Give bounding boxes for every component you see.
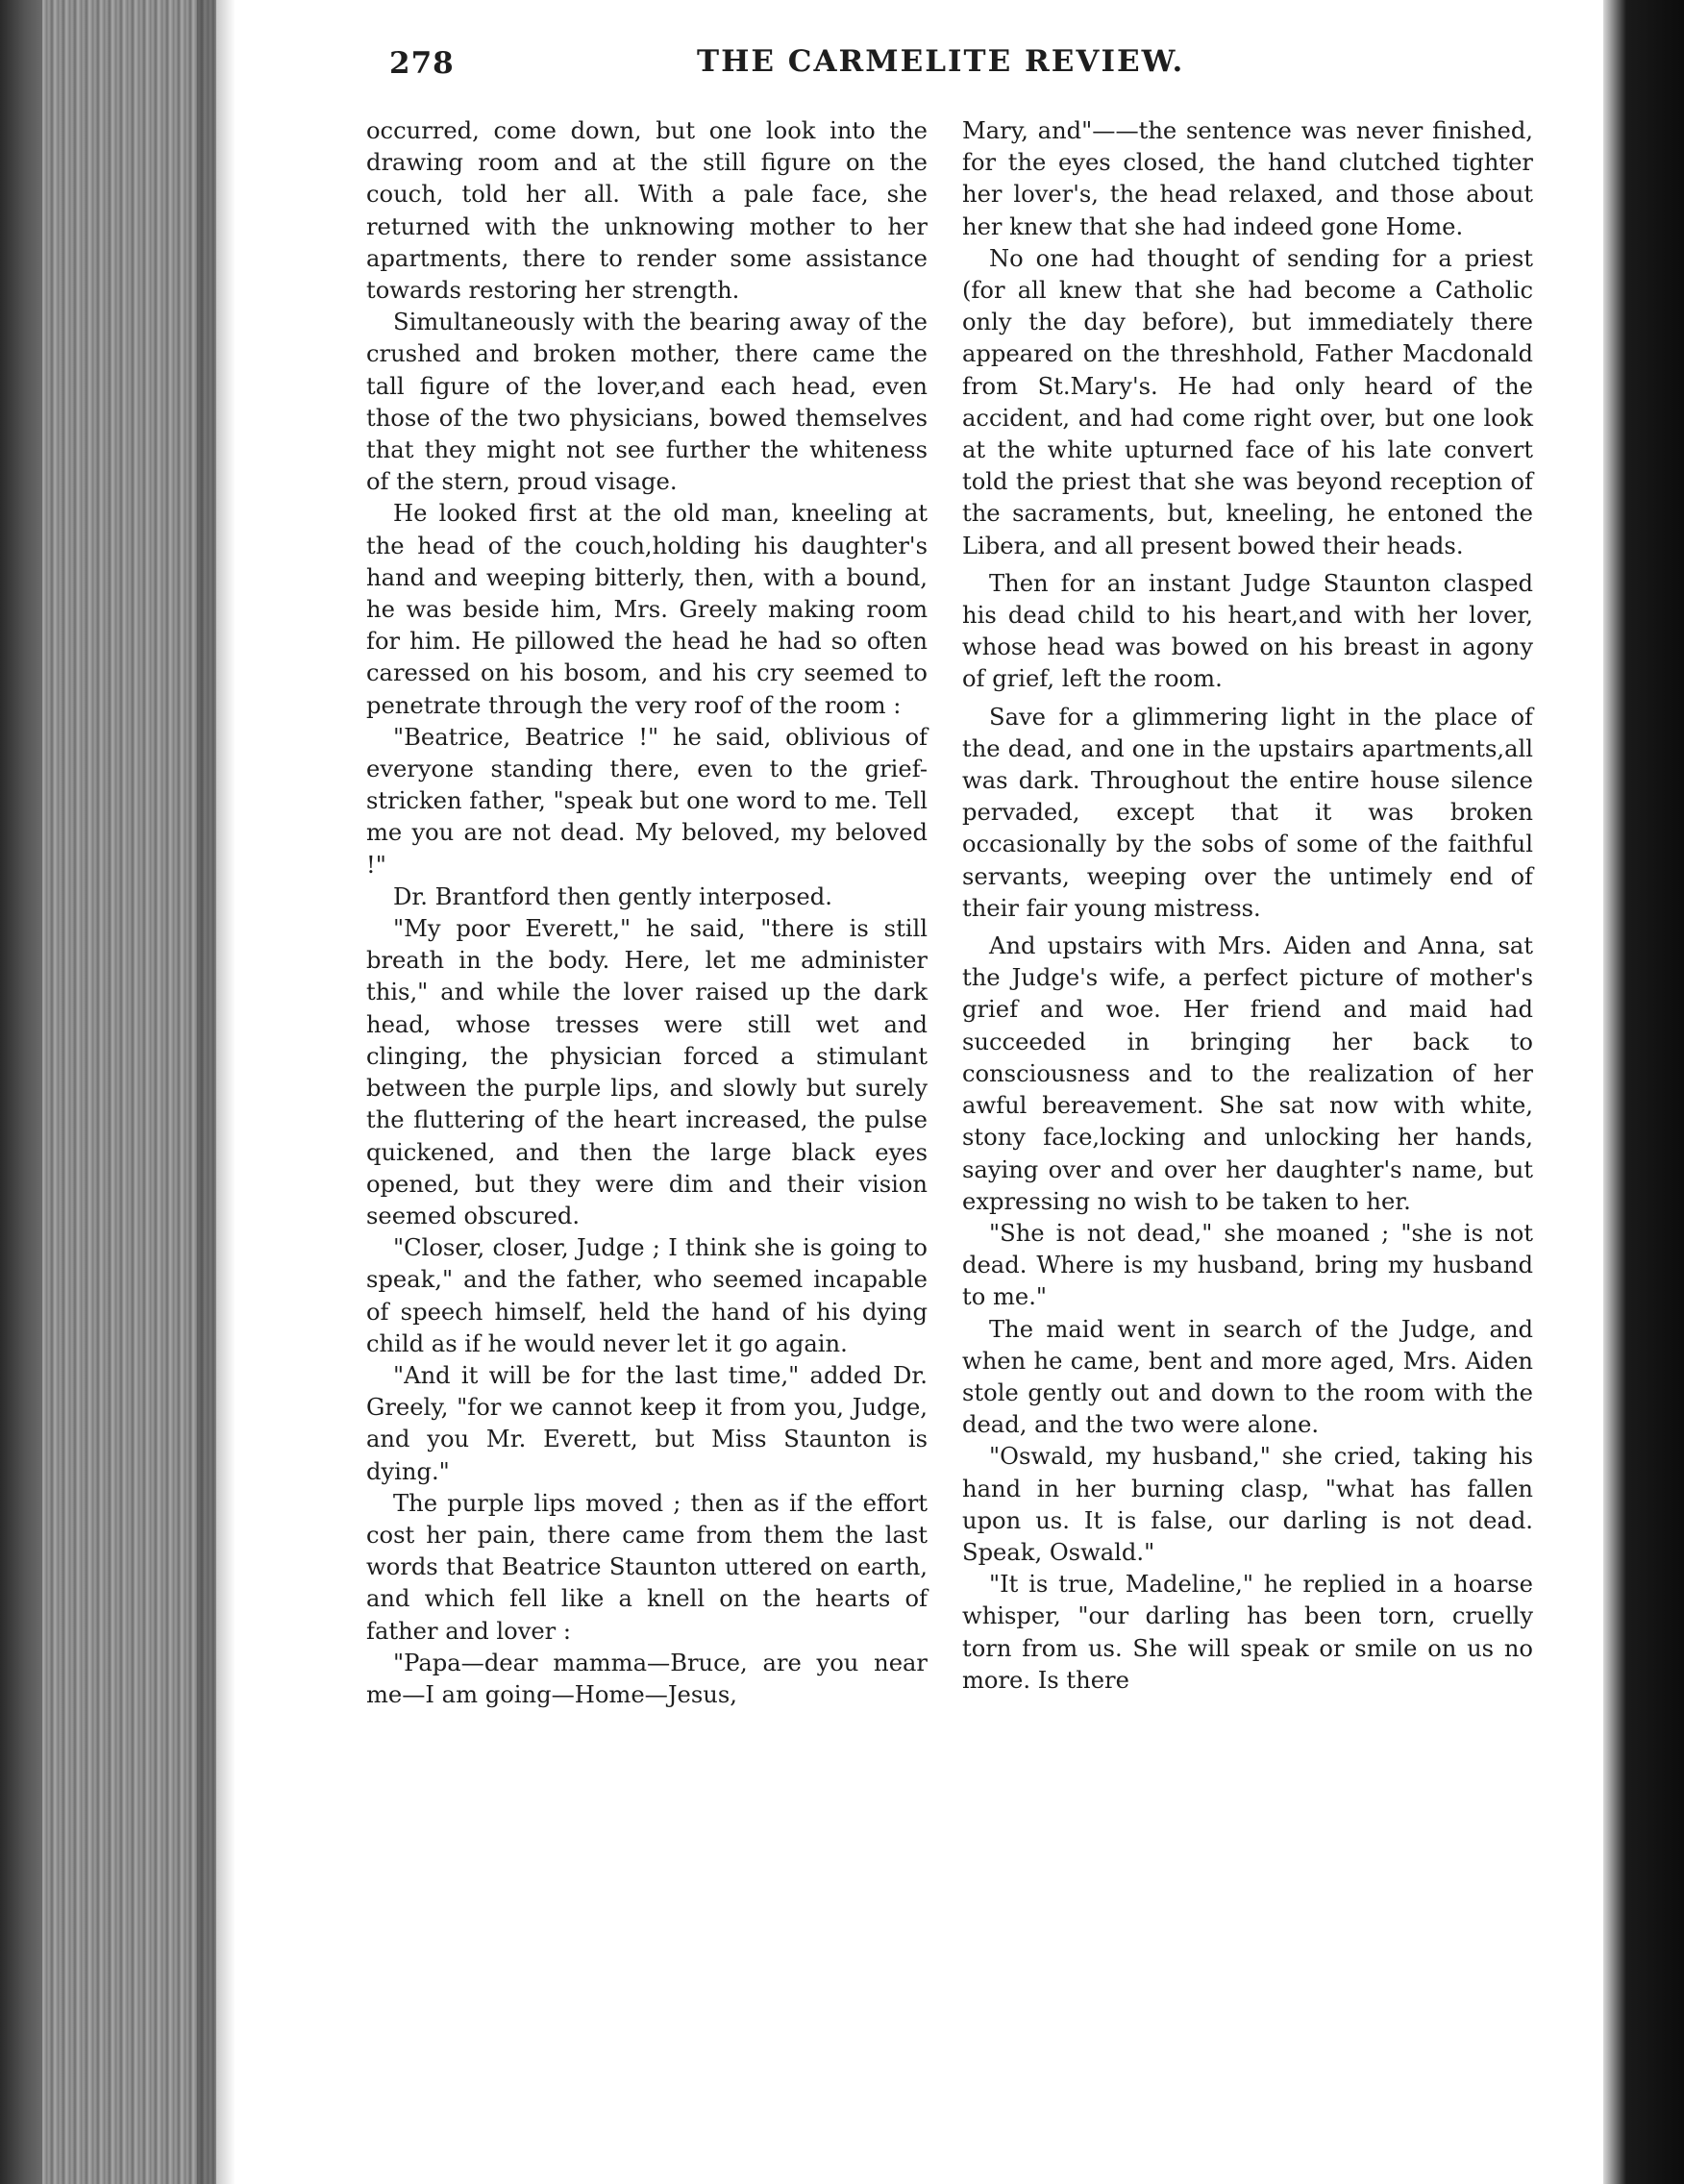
paragraph: occurred, come down, but one look into the drawing room and at the still figure on the couch, told her all. With a pale face, she returned with the unknowing mother to her apartments, there to render some assistance towards restoring her strength.: [366, 117, 928, 305]
paragraph: "My poor Everett," he said, "there is still breath in the body. Here, let me administer this," and while the lover raised up the dark head, whose tresses were still wet and clinging, the physician forced a stimulant between the purple lips, and slowly but surely the fluttering of the heart increased, the pulse quickened, and then the large black eyes opened, but they were dim and their vision seemed obscured.: [366, 915, 928, 1229]
paragraph: The purple lips moved ; then as if the effort cost her pain, there came from them the last words that Beatrice Staunton uttered on earth, and which fell like a knell on the hearts of father and lover :: [366, 1489, 928, 1645]
paragraph: No one had thought of sending for a priest (for all knew that she had become a Catholic only the day before), but immediately there appeared on the threshhold, Father Macdonald from St.Mary's. He had only heard of the accident, and had come right over, but one look at the white upturned face of his late convert told the priest that she was beyond reception of the sacraments, but, kneeling, he entoned the Libera, and all present bowed their heads.: [962, 244, 1533, 559]
gutter-shadow: [197, 0, 235, 2184]
document-page: [231, 0, 1596, 2184]
paragraph: "And it will be for the last time," added Dr. Greely, "for we cannot keep it from you, Judge, and you Mr. Everett, but Miss Staunton is dying.": [366, 1361, 928, 1485]
paragraph: "Beatrice, Beatrice !" he said, oblivious of everyone standing there, even to the grief-stricken father, "speak but one word to me. Tell me you are not dead. My beloved, my beloved !": [366, 723, 928, 879]
book-spine-shadow: [0, 0, 42, 2184]
paragraph: "It is true, Madeline," he replied in a hoarse whisper, "our darling has been torn, cruelly torn from us. She will speak or smile on us no more. Is there: [962, 1571, 1533, 1694]
paragraph: And upstairs with Mrs. Aiden and Anna, sat the Judge's wife, a perfect picture of mother's grief and woe. Her friend and maid had succeeded in bringing her back to consciousness and to the realization of her awful bereavement. She sat now with white, stony face,locking and unlocking her hands, saying over and over her daughter's name, but expressing no wish to be taken to her.: [962, 932, 1533, 1215]
running-head: [389, 40, 1475, 88]
paragraph: "She is not dead," she moaned ; "she is not dead. Where is my husband, bring my husband to me.": [962, 1219, 1533, 1311]
paragraph: Simultaneously with the bearing away of the crushed and broken mother, there came the tall figure of the lover,and each head, even those of the two physicians, bowed themselves that they might not see further the whiteness of the stern, proud visage.: [366, 309, 928, 496]
paragraph: He looked first at the old man, kneeling at the head of the couch,holding his daughter's hand and weeping bitterly, then, with a bound, he was beside him, Mrs. Greely making room for him. He pillowed the head he had so often caressed on his bosom, and his cry seemed to penetrate through the very roof of the room :: [366, 500, 928, 719]
paragraph: Mary, and"——the sentence was never finished, for the eyes closed, the hand clutched tighter her lover's, the head relaxed, and those about her knew that she had indeed gone Home.: [962, 117, 1533, 240]
paragraph: "Oswald, my husband," she cried, taking his hand in her burning clasp, "what has fallen upon us. It is false, our darling is not dead. Speak, Oswald.": [962, 1443, 1533, 1566]
paragraph: Dr. Brantford then gently interposed.: [393, 882, 832, 910]
right-page-edge: [1603, 0, 1684, 2184]
paragraph: Then for an instant Judge Staunton clasped his dead child to his heart,and with her lover, whose head was bowed on his breast in agony of grief, left the room.: [962, 569, 1533, 693]
right-column: [962, 115, 1533, 1697]
page-number: 278: [389, 46, 455, 81]
paragraph: The maid went in search of the Judge, and when he came, bent and more aged, Mrs. Aiden stole gently out and down to the room with the dead, and the two were alone.: [962, 1315, 1533, 1439]
left-column: [366, 115, 928, 1711]
paragraph: Save for a glimmering light in the place of the dead, and one in the upstairs apartments,all was dark. Throughout the entire house silence pervaded, except that it was broken occasionally by the sobs of some of the faithful servants, weeping over the untimely end of their fair young mistress.: [962, 703, 1533, 922]
paragraph: "Closer, closer, Judge ; I think she is going to speak," and the father, who seemed incapable of speech himself, held the hand of his dying child as if he would never let it go again.: [366, 1234, 928, 1357]
paragraph: "Papa—dear mamma—Bruce, are you near me—I am going—Home—Jesus,: [366, 1649, 928, 1708]
journal-title: THE CARMELITE REVIEW.: [697, 44, 1185, 79]
